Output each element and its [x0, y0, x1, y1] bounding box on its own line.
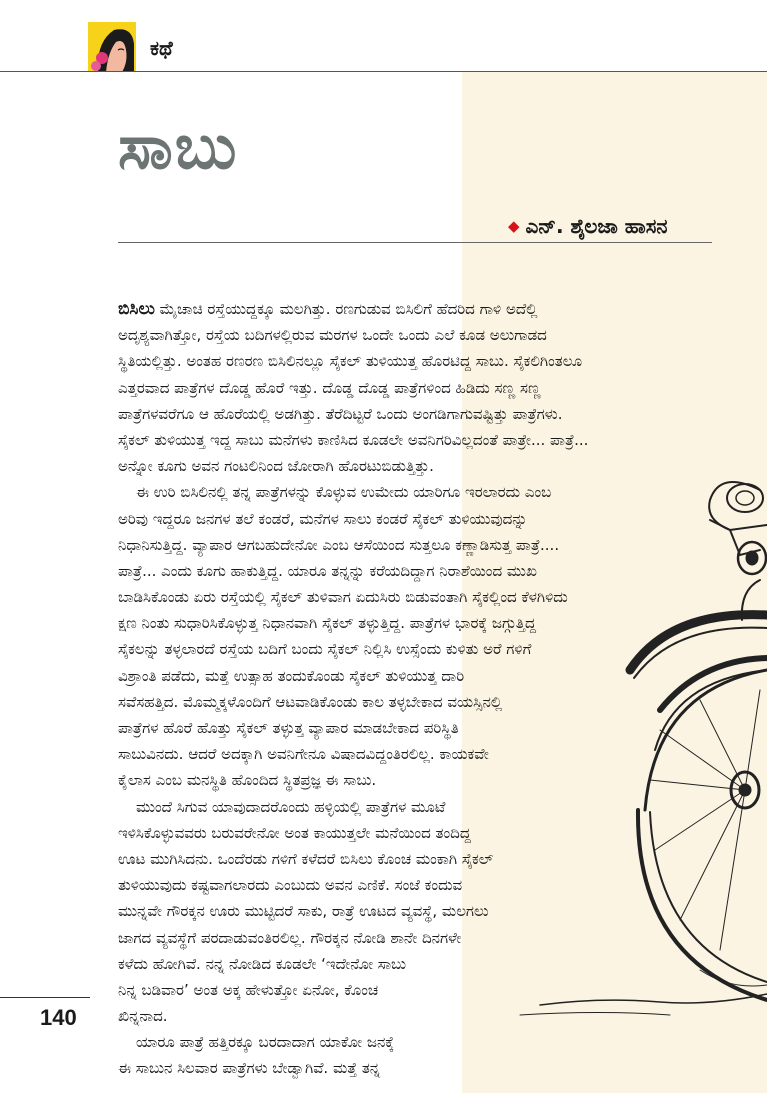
first-line-text: ಮೈಚಾಚಿ ರಸ್ತೆಯುದ್ದಕ್ಕೂ ಮಲಗಿತ್ತು. ರಣಗುಡುವ ಬಿಸಿಲಿಗೆ ಹೆದರಿದ ಗಾಳಿ ಅದೆಲ್ಲಿ [154, 300, 538, 318]
story-line: ನಿಧಾನಿಸುತ್ತಿದ್ದ. ವ್ಯಾಪಾರ ಆಗಬಹುದೇನೋ ಎಂಬ ಆಸೆಯಿಂದ ಸುತ್ತಲೂ ಕಣ್ಣಾಡಿಸುತ್ತ ಪಾತ್ರೆ.... [118, 535, 560, 554]
footer-divider [0, 997, 90, 998]
story-line: ಈ ಸಾಬುನ ಸಿಲವಾರ ಪಾತ್ರೆಗಳು ಬೇಡ್ವಾಗಿವೆ. ಮತ್ತೆ ತನ್ನ [118, 1059, 381, 1078]
story-line: ಸವೆಸಹತ್ತಿದ. ಮೊಮ್ಮಕ್ಕಳೊಂದಿಗೆ ಆಟವಾಡಿಕೊಂಡು ಕಾಲ ತಳ್ಳಬೇಕಾದ ವಯಸ್ಸಿನಲ್ಲಿ [118, 692, 503, 711]
bicycle-sketch-icon [460, 450, 767, 1030]
story-line: ಸೈಕಲ್ ತುಳಿಯುತ್ತ ಇದ್ದ ಸಾಬು ಮನೆಗಳು ಕಾಣಿಸಿದ ಕೂಡಲೇ ಅವನಿಗರಿವಿಲ್ಲದಂತೆ ಪಾತ್ರೇ... ಪಾತ್ರೆ... [118, 430, 589, 449]
story-line: ಪಾತ್ರೆಗಳವರೆಗೂ ಆ ಹೊರೆಯಲ್ಲಿ ಅಡಗಿತ್ತು. ತೆರೆದಿಟ್ಟರೆ ಒಂದು ಅಂಗಡಿಗಾಗುವಷ್ಟಿತ್ತು ಪಾತ್ರೆಗಳು. [118, 404, 563, 423]
story-line: ಬಾಡಿಸಿಕೊಂಡು ಏರು ರಸ್ತೆಯಲ್ಲಿ ಸೈಕಲ್ ತುಳಿವಾಗ ಏದುಸಿರು ಬಿಡುವಂತಾಗಿ ಸೈಕಲ್ಲಿಂದ ಕೆಳಗಿಳಿದು [118, 588, 568, 607]
story-line: ಸಾಬುವಿನದು. ಆದರೆ ಅದಕ್ಕಾಗಿ ಅವನಿಗೇನೂ ವಿಷಾದವಿದ್ದಂತಿರಲಿಲ್ಲ. ಕಾಯಕವೇ [118, 745, 489, 764]
story-line: ಎತ್ತರವಾದ ಪಾತ್ರೆಗಳ ದೊಡ್ಡ ಹೊರೆ ಇತ್ತು. ದೊಡ್ಡ ದೊಡ್ಡ ಪಾತ್ರೆಗಳಿಂದ ಹಿಡಿದು ಸಣ್ಣ ಸಣ್ಣ [118, 378, 541, 397]
diamond-bullet-icon: ◆ [508, 217, 520, 235]
woman-portrait-icon [88, 22, 136, 72]
story-line: ವಿಶ್ರಾಂತಿ ಪಡೆದು, ಮತ್ತೆ ಉತ್ಸಾಹ ತಂದುಕೊಂಡು ಸೈಕಲ್ ತುಳಿಯುತ್ತ ದಾರಿ [118, 666, 465, 685]
story-line [118, 296, 588, 322]
page-number: 140 [40, 1005, 77, 1030]
title-divider [118, 242, 712, 243]
story-line: ಯಾರೂ ಪಾತ್ರೆ ಹತ್ತಿರಕ್ಕೂ ಬರದಾದಾಗ ಯಾಕೋ ಜನಕ್ಕೆ [136, 1033, 395, 1052]
story-line: ಈ ಉರಿ ಬಿಸಿಲಿನಲ್ಲಿ ತನ್ನ ಪಾತ್ರೆಗಳನ್ನು ಕೊಳ್ಳುವ ಉಮೇದು ಯಾರಿಗೂ ಇರಲಾರದು ಎಂಬ [136, 483, 552, 502]
story-line: ಕ್ಷಣ ನಿಂತು ಸುಧಾರಿಸಿಕೊಳ್ಳುತ್ತ ನಿಧಾನವಾಗಿ ಸೈಕಲ್ ತಳ್ಳುತ್ತಿದ್ದ. ಪಾತ್ರೆಗಳ ಭಾರಕ್ಕೆ ಜಗ್ಗುತ್ತಿದ್ದ [118, 614, 537, 633]
story-line: ಪಾತ್ರೆ... ಎಂದು ಕೂಗು ಹಾಕುತ್ತಿದ್ದ. ಯಾರೂ ತನ್ನನ್ನು ಕರೆಯದಿದ್ದಾಗ ನಿರಾಶೆಯಿಂದ ಮುಖ [118, 561, 537, 580]
story-line: ಊಟ ಮುಗಿಸಿದನು. ಒಂದೆರಡು ಗಳಿಗೆ ಕಳೆದರೆ ಬಿಸಿಲು ಕೊಂಚ ಮಂಕಾಗಿ ಸೈಕಲ್ [118, 849, 494, 868]
story-line: ಖಿನ್ನನಾದ. [118, 1007, 168, 1026]
drop-word: ಬಿಸಿಲು [118, 299, 155, 319]
section-label: ಕಥೆ [150, 36, 173, 60]
header-divider [0, 71, 767, 72]
story-line: ತುಳಿಯುವುದು ಕಷ್ಟವಾಗಲಾರದು ಎಂಬುದು ಅವನ ಎಣಿಕೆ. ಸಂಜೆ ಕಂದುವ [118, 876, 463, 895]
story-line: ಸ್ಥಿತಿಯಲ್ಲಿತ್ತು. ಅಂತಹ ರಣರಣ ಬಿಸಿಲಿನಲ್ಲೂ ಸೈಕಲ್ ತುಳಿಯುತ್ತ ಹೊರಟಿದ್ದ ಸಾಬು. ಸೈಕಲಿಗಿಂತಲೂ [118, 352, 583, 371]
story-line: ಕಳೆದು ಹೋಗಿವೆ. ನನ್ನ ನೋಡಿದ ಕೂಡಲೇ ‘ಇದೇನೋ ಸಾಬು [118, 954, 406, 973]
story-line: ಮುನ್ನವೇ ಗೌರಕ್ಕನ ಊರು ಮುಟ್ಟಿದರೆ ಸಾಕು, ರಾತ್ರೆ ಊಟದ ವ್ಯವಸ್ಥೆ, ಮಲಗಲು [118, 902, 489, 921]
story-line: ಅರಿವು ಇದ್ದರೂ ಜನಗಳ ತಲೆ ಕಂಡರೆ, ಮನೆಗಳ ಸಾಲು ಕಂಡರೆ ಸೈಕಲ್ ತುಳಿಯುವುದನ್ನು [118, 509, 528, 528]
story-line: ಕೈಲಾಸ ಎಂಬ ಮನಸ್ಥಿತಿ ಹೊಂದಿದ ಸ್ಥಿತಪ್ರಜ್ಞ ಈ ಸಾಬು. [118, 771, 377, 790]
story-title: ಸಾಬು [118, 110, 239, 183]
story-line: ಪಾತ್ರೆಗಳ ಹೊರೆ ಹೊತ್ತು ಸೈಕಲ್ ತಳ್ಳುತ್ತ ವ್ಯಾಪಾರ ಮಾಡಬೇಕಾದ ಪರಿಸ್ಥಿತಿ [118, 719, 459, 737]
story-line: ಅದೃಶ್ಯವಾಗಿತ್ತೋ, ರಸ್ತೆಯ ಬದಿಗಳಲ್ಲಿರುವ ಮರಗಳ ಒಂದೇ ಒಂದು ಎಲೆ ಕೂಡ ಅಲುಗಾಡದ [118, 326, 547, 345]
story-line: ಸೈಕಲನ್ನು ತಳ್ಳಲಾರದೆ ರಸ್ತೆಯ ಬದಿಗೆ ಬಂದು ಸೈಕಲ್ ನಿಲ್ಲಿಸಿ ಉಸ್ಸೆಂದು ಕುಳಿತು ಅರೆ ಗಳಿಗೆ [118, 640, 532, 659]
story-line: ಮುಂದೆ ಸಿಗುವ ಯಾವುದಾದರೊಂದು ಹಳ್ಳಿಯಲ್ಲಿ ಪಾತ್ರೆಗಳ ಮೂಟೆ [136, 797, 446, 816]
author-byline [508, 214, 667, 238]
story-line: ಅನ್ನೋ ಕೂಗು ಅವನ ಗಂಟಲಿನಿಂದ ಜೋರಾಗಿ ಹೊರಟುಬಿಡುತ್ತಿತ್ತು. [118, 457, 434, 476]
story-line: ಇಳಿಸಿಕೊಳ್ಳುವವರು ಬರುವರೇನೋ ಅಂತ ಕಾಯುತ್ತಲೇ ಮನೆಯಿಂದ ತಂದಿದ್ದ [118, 823, 471, 842]
author-name: ಎನ್. ಶೈಲಜಾ ಹಾಸನ [525, 214, 668, 238]
story-line: ನಿನ್ನ ಬಡಿವಾರ’ ಅಂತ ಅಕ್ಕ ಹೇಳುತ್ತೋ ಏನೋ, ಕೊಂಚ [118, 980, 379, 999]
story-line: ಜಾಗದ ವ್ಯವಸ್ಥೆಗೆ ಪರದಾಡುವಂತಿರಲಿಲ್ಲ. ಗೌರಕ್ಕನ ನೋಡಿ ಶಾನೇ ದಿನಗಳೇ [118, 928, 462, 947]
